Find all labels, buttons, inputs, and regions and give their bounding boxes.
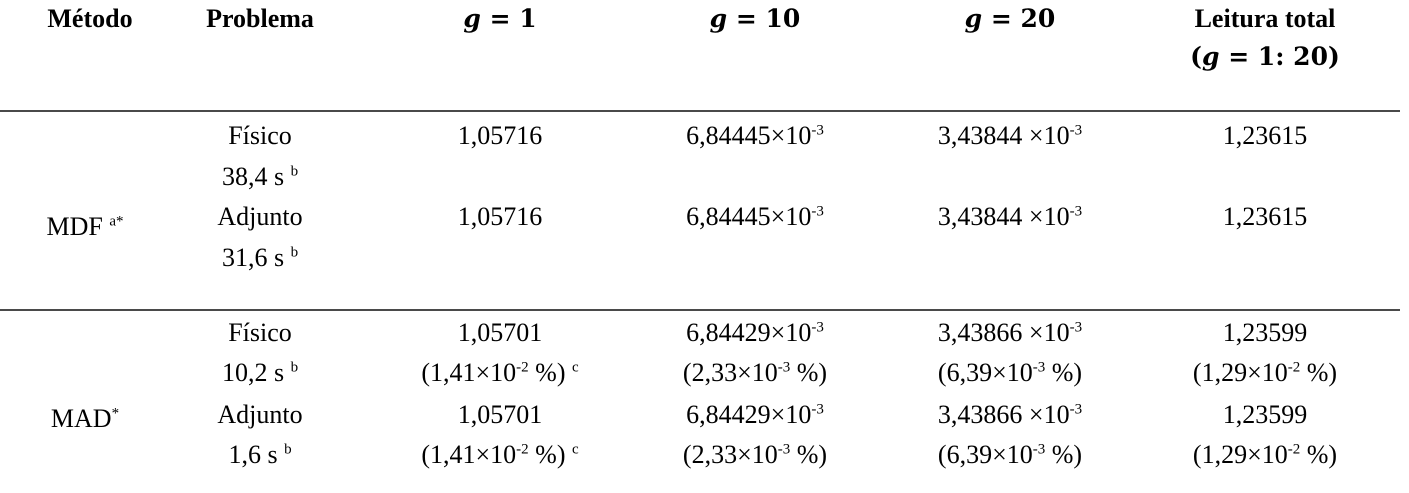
- mad-fisico-g1: 1,05701: [457, 318, 543, 347]
- header-leitura-total: Leitura total: [1194, 4, 1336, 33]
- mdf-adjunto-g1: 1,05716: [457, 202, 543, 231]
- header-problema: Problema: [206, 4, 314, 33]
- mdf-fisico-g20: $3,43844 \times 10^{-3}$: [937, 121, 1083, 150]
- mad-adjunto-total-error: ($1,29\times 10^{-2}$ %): [1192, 440, 1338, 469]
- mad-adjunto-label: Adjunto: [217, 400, 303, 429]
- mad-adjunto-g20-error: ($6,39\times 10^{-3}$ %): [937, 440, 1083, 469]
- mad-fisico-g1-error: ($1,41\times 10^{-2}$ %) $^c$: [421, 358, 579, 387]
- method-mdf: MDF $^{a*}$: [46, 212, 124, 241]
- header-rule: [0, 110, 1400, 112]
- mdf-adjunto-time: 31,6 s $^b$: [221, 243, 299, 272]
- mad-fisico-label: Físico: [228, 318, 292, 347]
- mdf-rule: [0, 309, 1400, 311]
- mad-adjunto-time: 1,6 s $^b$: [228, 440, 292, 469]
- mad-fisico-total-error: ($1,29\times 10^{-2}$ %): [1192, 358, 1338, 387]
- mad-adjunto-g20: $3,43866 \times 10^{-3}$: [937, 400, 1083, 429]
- mad-fisico-g10: $6,84429\times 10^{-3}$: [686, 318, 824, 347]
- mdf-adjunto-total: 1,23615: [1222, 202, 1308, 231]
- mad-fisico-total: 1,23599: [1222, 318, 1308, 347]
- mad-fisico-g20-error: ($6,39\times 10^{-3}$ %): [937, 358, 1083, 387]
- mdf-adjunto-g10: $6,84445\times 10^{-3}$: [686, 202, 824, 231]
- mad-adjunto-g10: $6,84429\times 10^{-3}$: [686, 400, 824, 429]
- mdf-adjunto-label: Adjunto: [217, 202, 303, 231]
- mad-adjunto-g10-error: ($2,33\times 10^{-3}$ %): [682, 440, 828, 469]
- header-leitura-range: (g = 1: 20): [1190, 42, 1340, 71]
- method-mad: MAD*: [50, 404, 120, 433]
- mad-fisico-g20: $3,43866 \times 10^{-3}$: [937, 318, 1083, 347]
- mad-fisico-g10-error: ($2,33\times 10^{-3}$ %): [682, 358, 828, 387]
- mdf-adjunto-g20: $3,43844 \times 10^{-3}$: [937, 202, 1083, 231]
- header-g10: g = 10: [709, 4, 801, 33]
- mad-fisico-time: 10,2 s $^b$: [221, 358, 299, 387]
- header-g20: g = 20: [964, 4, 1056, 33]
- mdf-fisico-g10: $6,84445\times 10^{-3}$: [686, 121, 824, 150]
- header-g1: g = 1: [463, 4, 537, 33]
- mdf-fisico-time: 38,4 s $^b$: [221, 162, 299, 191]
- mdf-fisico-total: 1,23615: [1222, 121, 1308, 150]
- mad-adjunto-total: 1,23599: [1222, 400, 1308, 429]
- mdf-fisico-g1: 1,05716: [457, 121, 543, 150]
- mad-adjunto-g1: 1,05701: [457, 400, 543, 429]
- mad-adjunto-g1-error: ($1,41\times 10^{-2}$ %) $^c$: [421, 440, 579, 469]
- header-metodo: Método: [47, 4, 133, 33]
- mdf-fisico-label: Físico: [228, 121, 292, 150]
